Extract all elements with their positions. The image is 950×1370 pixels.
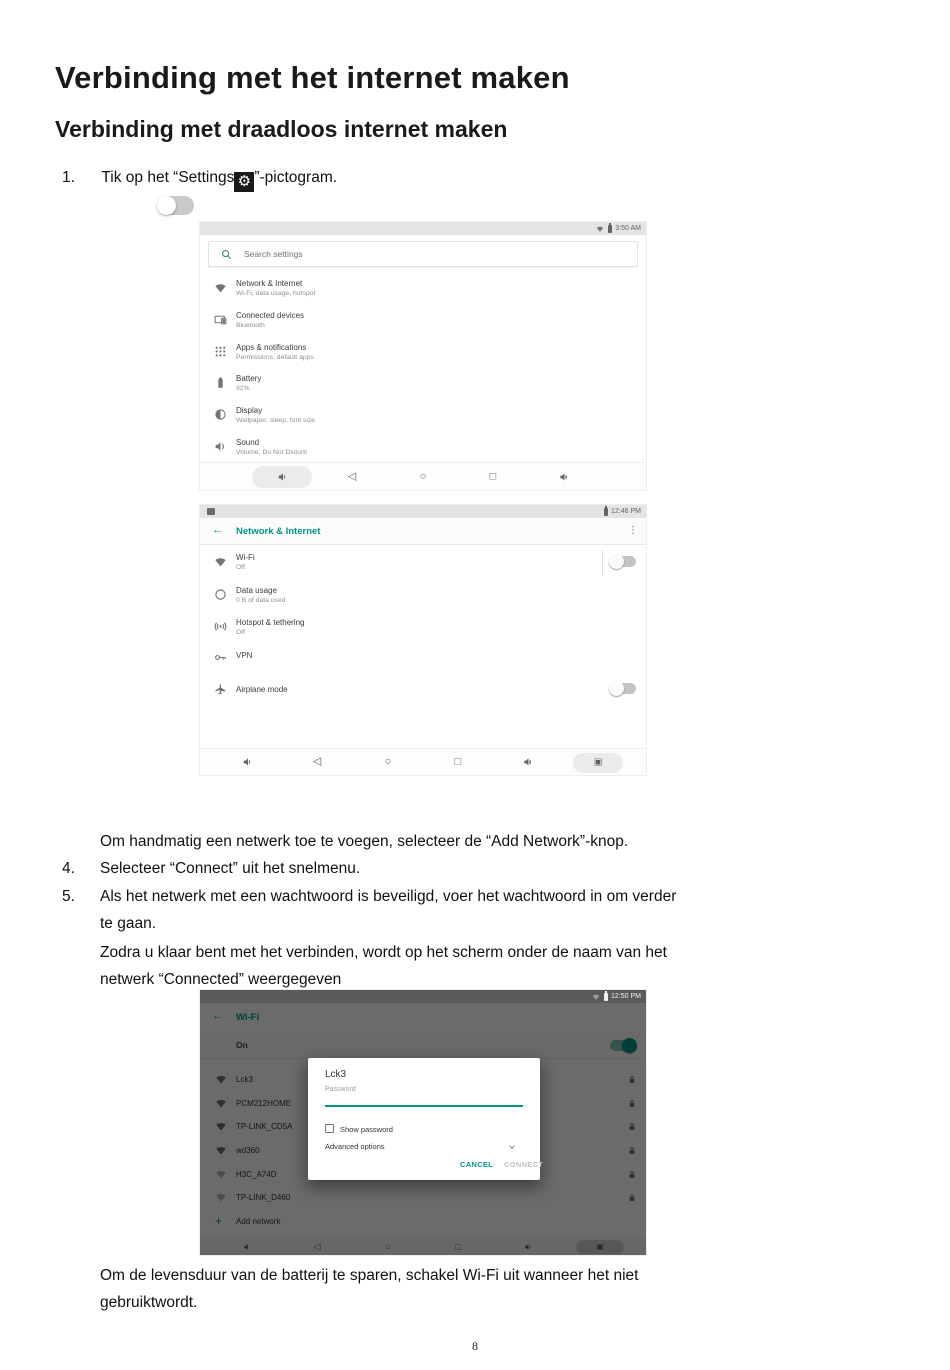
status-wifi-icon (591, 992, 601, 1001)
vpn-key-icon (214, 651, 227, 664)
recents-button[interactable]: □ (454, 755, 462, 768)
screenshot-wifi-dialog (200, 990, 646, 1255)
back-button[interactable]: ◁ (347, 470, 357, 482)
volume-up-icon[interactable] (523, 757, 534, 768)
divider (602, 550, 603, 576)
notification-icon (207, 508, 215, 515)
settings-gear-icon: ⚙ (234, 172, 254, 192)
app-bar (200, 518, 646, 545)
sound-icon (214, 440, 227, 453)
status-time: 12:50 PM (611, 993, 641, 1000)
page-number: 8 (472, 1339, 478, 1353)
display-icon (214, 408, 227, 421)
overflow-menu-icon[interactable]: ⋮ (628, 525, 638, 536)
status-battery-icon (608, 225, 612, 233)
data-usage-icon (214, 588, 227, 601)
home-button[interactable]: ○ (419, 470, 427, 482)
para-connected-line2: netwerk “Connected” weergegeven (100, 971, 342, 988)
search-settings-bar[interactable] (208, 241, 638, 267)
home-button[interactable]: ○ (384, 755, 392, 768)
search-placeholder: Search settings (244, 249, 303, 259)
battery-icon (214, 376, 227, 389)
status-time: 3:50 AM (615, 225, 641, 232)
step-5-line1: Als het netwerk met een wachtwoord is beveiligd, voer het wachtwoord in om verder (100, 888, 677, 905)
back-button[interactable]: ◁ (312, 755, 322, 768)
para-add-network: Om handmatig een netwerk toe te voegen, selecteer de “Add Network”-knop. (100, 833, 629, 850)
dialog-title: Lck3 (325, 1069, 347, 1080)
nav-bar (200, 748, 646, 775)
recents-button[interactable]: □ (489, 470, 497, 482)
volume-up-icon[interactable] (559, 471, 570, 482)
step-5-number: 5. (62, 888, 75, 905)
show-password-checkbox[interactable] (325, 1124, 334, 1133)
airplane-icon (214, 683, 227, 696)
back-arrow-icon[interactable]: ← (212, 524, 223, 536)
show-password-label: Show password (340, 1125, 393, 1134)
volume-down-icon[interactable] (242, 757, 253, 768)
status-bar (200, 505, 646, 518)
status-bar (200, 222, 646, 235)
wifi-toggle[interactable] (610, 556, 636, 567)
screenshot-settings-home: 3:50 AM Search settings Network & Internet Wi-Fi, data usage, hotspot Connected devices Bluetooth Apps & notifications Permissions, default apps Battery 92% Display Wallpaper, sleep, font size Sound Volume, Do Not Disturb ◁ ○ □ (200, 222, 646, 490)
status-battery-icon (604, 993, 608, 1001)
connect-button[interactable]: CONNECT (504, 1160, 544, 1169)
status-bar (200, 990, 646, 1003)
chevron-down-icon (508, 1143, 516, 1151)
step-5-line2: te gaan. (100, 915, 157, 932)
para-battery-line2: gebruiktwordt. (100, 1294, 198, 1311)
step-4-text: Selecteer “Connect” uit het snelmenu. (100, 860, 361, 877)
hotspot-icon (214, 620, 227, 633)
step-1 (62, 169, 337, 192)
status-time: 12:46 PM (611, 508, 641, 515)
nav-bar (200, 462, 646, 490)
screen-title: Network & Internet (236, 526, 321, 537)
page-subtitle: Verbinding met draadloos internet maken (55, 116, 508, 142)
step-1-text: Tik op het “Settings ⚙ ”-pictogram. (101, 169, 338, 190)
wifi-icon (214, 555, 227, 568)
password-label: Password (325, 1086, 356, 1093)
volume-down-icon (277, 471, 288, 482)
password-input[interactable] (325, 1105, 523, 1107)
step-1-number: 1. (62, 169, 75, 186)
toggle-illustration (157, 196, 194, 215)
screenshot-network-internet: 12:46 PM ← Network & Internet ⋮ Wi-Fi Off Data usage 0 B of data used Hotspot & tethering Off VPN Airplane mode ◁ ○ □ ▣ (200, 505, 646, 775)
status-battery-icon (604, 508, 608, 516)
status-wifi-icon (595, 224, 605, 233)
wifi-icon (214, 281, 227, 294)
step-4-number: 4. (62, 860, 75, 877)
advanced-options[interactable]: Advanced options (325, 1142, 385, 1151)
cancel-button[interactable]: CANCEL (460, 1160, 494, 1169)
wifi-password-dialog (308, 1058, 544, 1180)
airplane-mode-toggle[interactable] (610, 683, 636, 694)
para-battery-line1: Om de levensduur van de batterij te sparen, schakel Wi-Fi uit wanneer het niet (100, 1267, 639, 1284)
search-icon (221, 249, 232, 260)
page-title: Verbinding met het internet maken (55, 60, 570, 95)
para-connected-line1: Zodra u klaar bent met het verbinden, wordt op het scherm onder de naam van het (100, 944, 667, 961)
apps-icon (214, 345, 227, 358)
devices-icon (214, 313, 227, 326)
screenshot-icon: ▣ (593, 756, 603, 767)
